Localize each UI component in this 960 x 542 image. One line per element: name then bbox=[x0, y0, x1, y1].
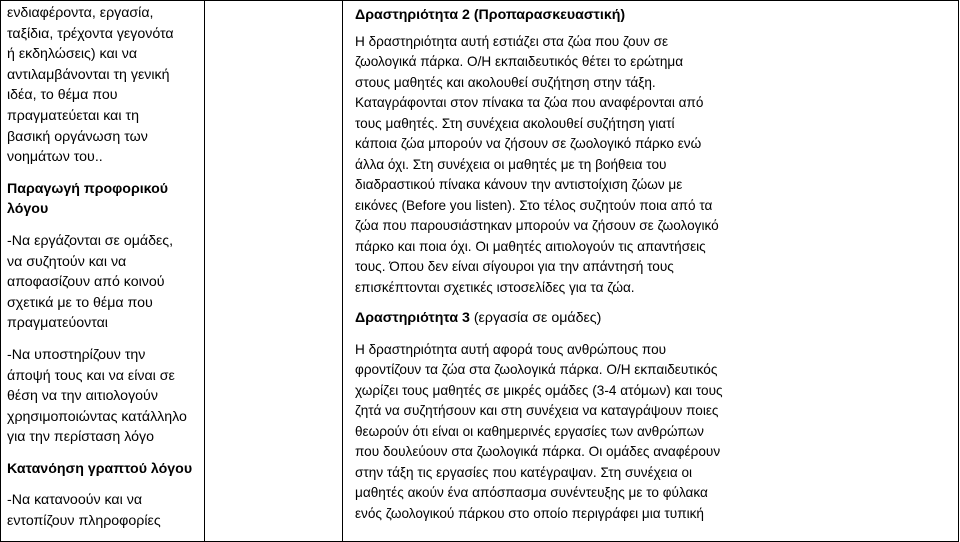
spacer bbox=[7, 479, 200, 490]
empty-cell bbox=[205, 1, 343, 542]
support-opinion-objective: -Να υποστηρίζουν την άποψή τους και να είναι σε θέση να την αιτιολογούν χρησιμοποιώντας κατάλληλο για την περίσταση λόγο bbox=[7, 346, 187, 446]
activity3-heading-bold: Δραστηριότητα 3 bbox=[355, 310, 470, 327]
objectives-intro-text: ενδιαφέροντα, εργασία, ταξίδια, τρέχοντα γεγονότα ή εκδηλώσεις) και να αντιλαμβάνονται τη γενική ιδέα, το θέμα που πραγματεύεται και τη βασική οργάνωση των νοημάτων του.. bbox=[7, 5, 174, 166]
activities-cell bbox=[343, 1, 959, 542]
activities-content bbox=[343, 1, 958, 541]
empty-cell-content bbox=[205, 1, 342, 537]
oral-production-heading: Παραγωγή προφορικού λόγου bbox=[7, 180, 169, 218]
table-row bbox=[1, 1, 959, 542]
activity3-heading-subtitle: (εργασία σε ομάδες) bbox=[469, 310, 602, 327]
objectives-content bbox=[1, 1, 204, 539]
objectives-cell bbox=[1, 1, 205, 542]
spacer bbox=[7, 334, 200, 345]
spacer bbox=[7, 448, 200, 459]
activity3-description: Η δραστηριότητα αυτή αφορά τους ανθρώπους που φροντίζουν τα ζώα στα ζωολογικά πάρκα. Ο/Η εκπαιδευτικός χωρίζει τους μαθητές σε μικρές ομάδες (3-4 ατόμων) και τους ζητά να συζητήσουν και στη συνέχεια να καταγράψουν ποιες θεωρούν ότι είναι οι καθημερινές εργασίες των ανθρώπων που δουλεύουν στα ζωολογικά πάρκα. Οι ομάδες αναφέρουν στην τάξη τις εργασίες που κατέγραψαν. Στη συνέχεια οι μαθητές ακούν ένα απόσπασμα συνέντευξης με το φύλακα ενός ζωολογικού πάρκου στο οποίο περιγράφει μια τυπική bbox=[355, 341, 723, 521]
activity2-description: Η δραστηριότητα αυτή εστιάζει στα ζώα που ζουν σε ζωολογικά πάρκα. Ο/Η εκπαιδευτικός θέτει το ερώτημα στους μαθητές και ακολουθεί συζήτηση στην τάξη. Καταγράφονται στον πίνακα τα ζώα που αναφέρονται από τους μαθητές. Στη συνέχεια ακολουθεί συζήτηση γιατί κάποια ζώα μπορούν να ζήσουν σε ζωολογικό πάρκο ενώ άλλα όχι. Στη συνέχεια οι μαθητές με τη βοήθεια του διαδραστικού πίνακα κάνουν την αντιστοίχιση ζώων με εικόνες (Before you listen). Στο τέλος συζητούν ποια από τα ζώα που παρουσιάστηκαν μπορούν να ζήσουν σε ζωολογικό πάρκο και ποια όχι. Οι μαθητές αιτιολογούν τις απαντήσεις τους. Όπου δεν είναι σίγουροι για την απάντησή τους επισκέπτονται σχετικές ιστοσελίδες για τα ζώα. bbox=[355, 33, 719, 295]
written-comprehension-heading: Κατανόηση γραπτού λόγου bbox=[7, 460, 193, 477]
understand-info-objective: -Να κατανοούν και να εντοπίζουν πληροφορίες bbox=[7, 492, 161, 530]
spacer bbox=[7, 220, 200, 231]
activity3-heading bbox=[355, 308, 954, 329]
spacer bbox=[7, 168, 200, 179]
group-work-objective: -Να εργάζονται σε ομάδες, να συζητούν και να αποφασίζουν από κοινού σχετικά με το θέμα που πραγματεύονται bbox=[7, 232, 174, 332]
activity2-heading: Δραστηριότητα 2 (Προπαρασκευαστική) bbox=[355, 7, 626, 23]
spacer bbox=[355, 298, 954, 308]
spacer bbox=[355, 329, 954, 340]
